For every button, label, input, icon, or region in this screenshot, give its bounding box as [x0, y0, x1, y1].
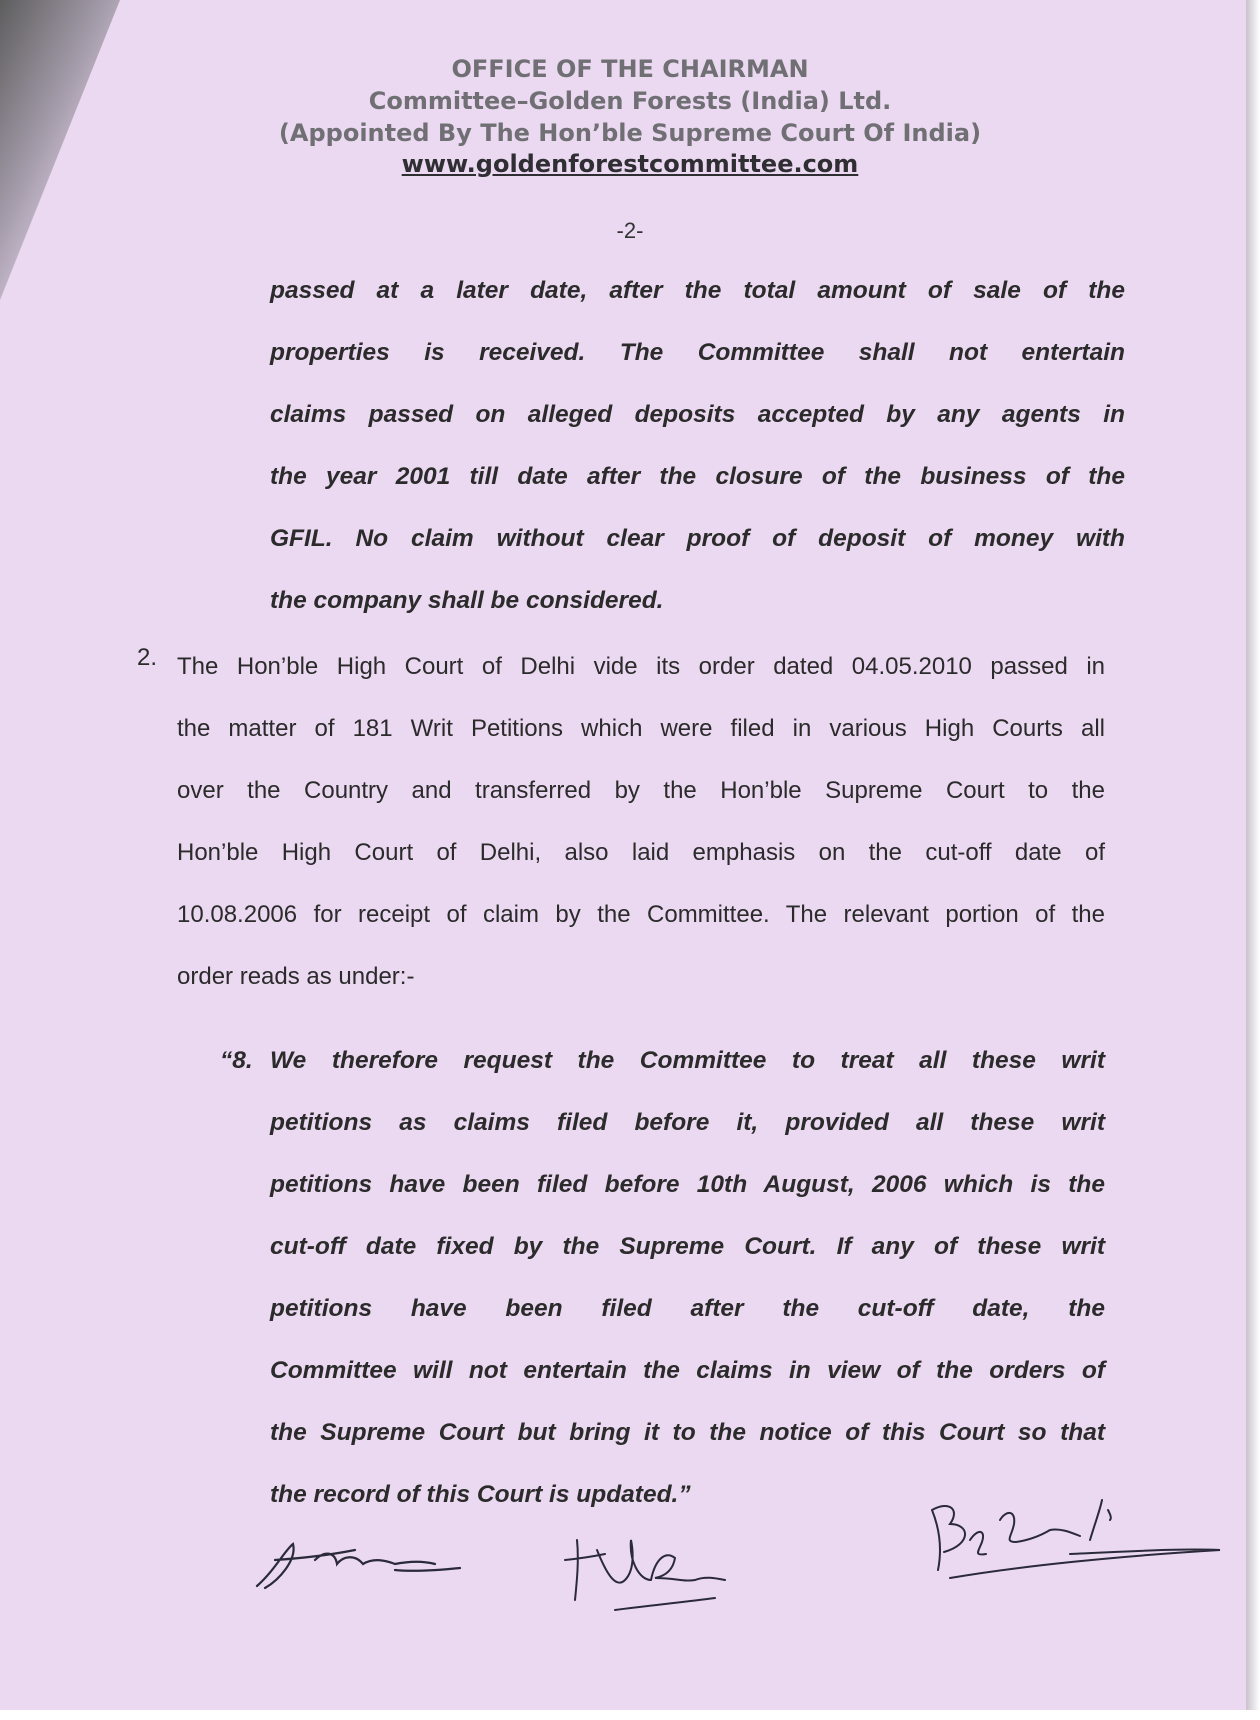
quote-paragraph: [270, 1030, 1105, 1526]
signature-middle: [555, 1520, 755, 1630]
letterhead-committee: Committee–Golden Forests (India) Ltd.: [368, 87, 892, 115]
quote-line: cut-off date fixed by the Supreme Court. If any of these writ: [270, 1233, 1105, 1260]
letterhead-website: www.goldenforestcommittee.com: [401, 150, 859, 178]
letterhead-office: OFFICE OF THE CHAIRMAN: [451, 55, 809, 83]
continuation-line: properties is received. The Committee shall not entertain: [270, 339, 1125, 366]
continuation-line: the company shall be considered.: [270, 587, 664, 614]
quote-line: We therefore request the Committee to treat all these writ: [270, 1047, 1105, 1074]
continuation-line: the year 2001 till date after the closure of the business of the: [270, 463, 1125, 490]
quote-line: petitions have been filed after the cut-off date, the: [270, 1295, 1105, 1322]
signature-left: [245, 1530, 475, 1600]
continuation-line: claims passed on alleged deposits accepted by any agents in: [270, 401, 1125, 428]
page-edge: [1246, 0, 1260, 1720]
item2-line: Hon’ble High Court of Delhi, also laid emphasis on the cut-off date of: [177, 839, 1105, 866]
item2-line: The Hon’ble High Court of Delhi vide its order dated 04.05.2010 passed in: [177, 653, 1105, 680]
quote-line: the Supreme Court but bring it to the notice of this Court so that: [270, 1419, 1105, 1446]
continuation-line: passed at a later date, after the total amount of sale of the: [270, 277, 1125, 304]
continuation-paragraph: [270, 260, 1125, 632]
letterhead-appointed: (Appointed By The Hon’ble Supreme Court Of India): [278, 119, 982, 147]
signature-right: [920, 1480, 1230, 1590]
quote-line: petitions have been filed before 10th August, 2006 which is the: [270, 1171, 1105, 1198]
item2-line: order reads as under:-: [177, 963, 415, 990]
page-edge-bottom: [0, 1710, 1260, 1720]
item2-line: 10.08.2006 for receipt of claim by the Committee. The relevant portion of the: [177, 901, 1105, 928]
item2-line: the matter of 181 Writ Petitions which were filed in various High Courts all: [177, 715, 1105, 742]
quote-line: the record of this Court is updated.”: [270, 1481, 691, 1508]
continuation-line: GFIL. No claim without clear proof of deposit of money with: [270, 525, 1125, 552]
page-number: -2-: [616, 218, 644, 243]
quote-lead: “8.: [220, 1047, 253, 1074]
quote-line: Committee will not entertain the claims in view of the orders of: [270, 1357, 1105, 1384]
quote-line: petitions as claims filed before it, provided all these writ: [270, 1109, 1105, 1136]
item2-line: over the Country and transferred by the Hon’ble Supreme Court to the: [177, 777, 1105, 804]
item-number: 2.: [137, 644, 158, 671]
item2-paragraph: [177, 636, 1105, 1008]
